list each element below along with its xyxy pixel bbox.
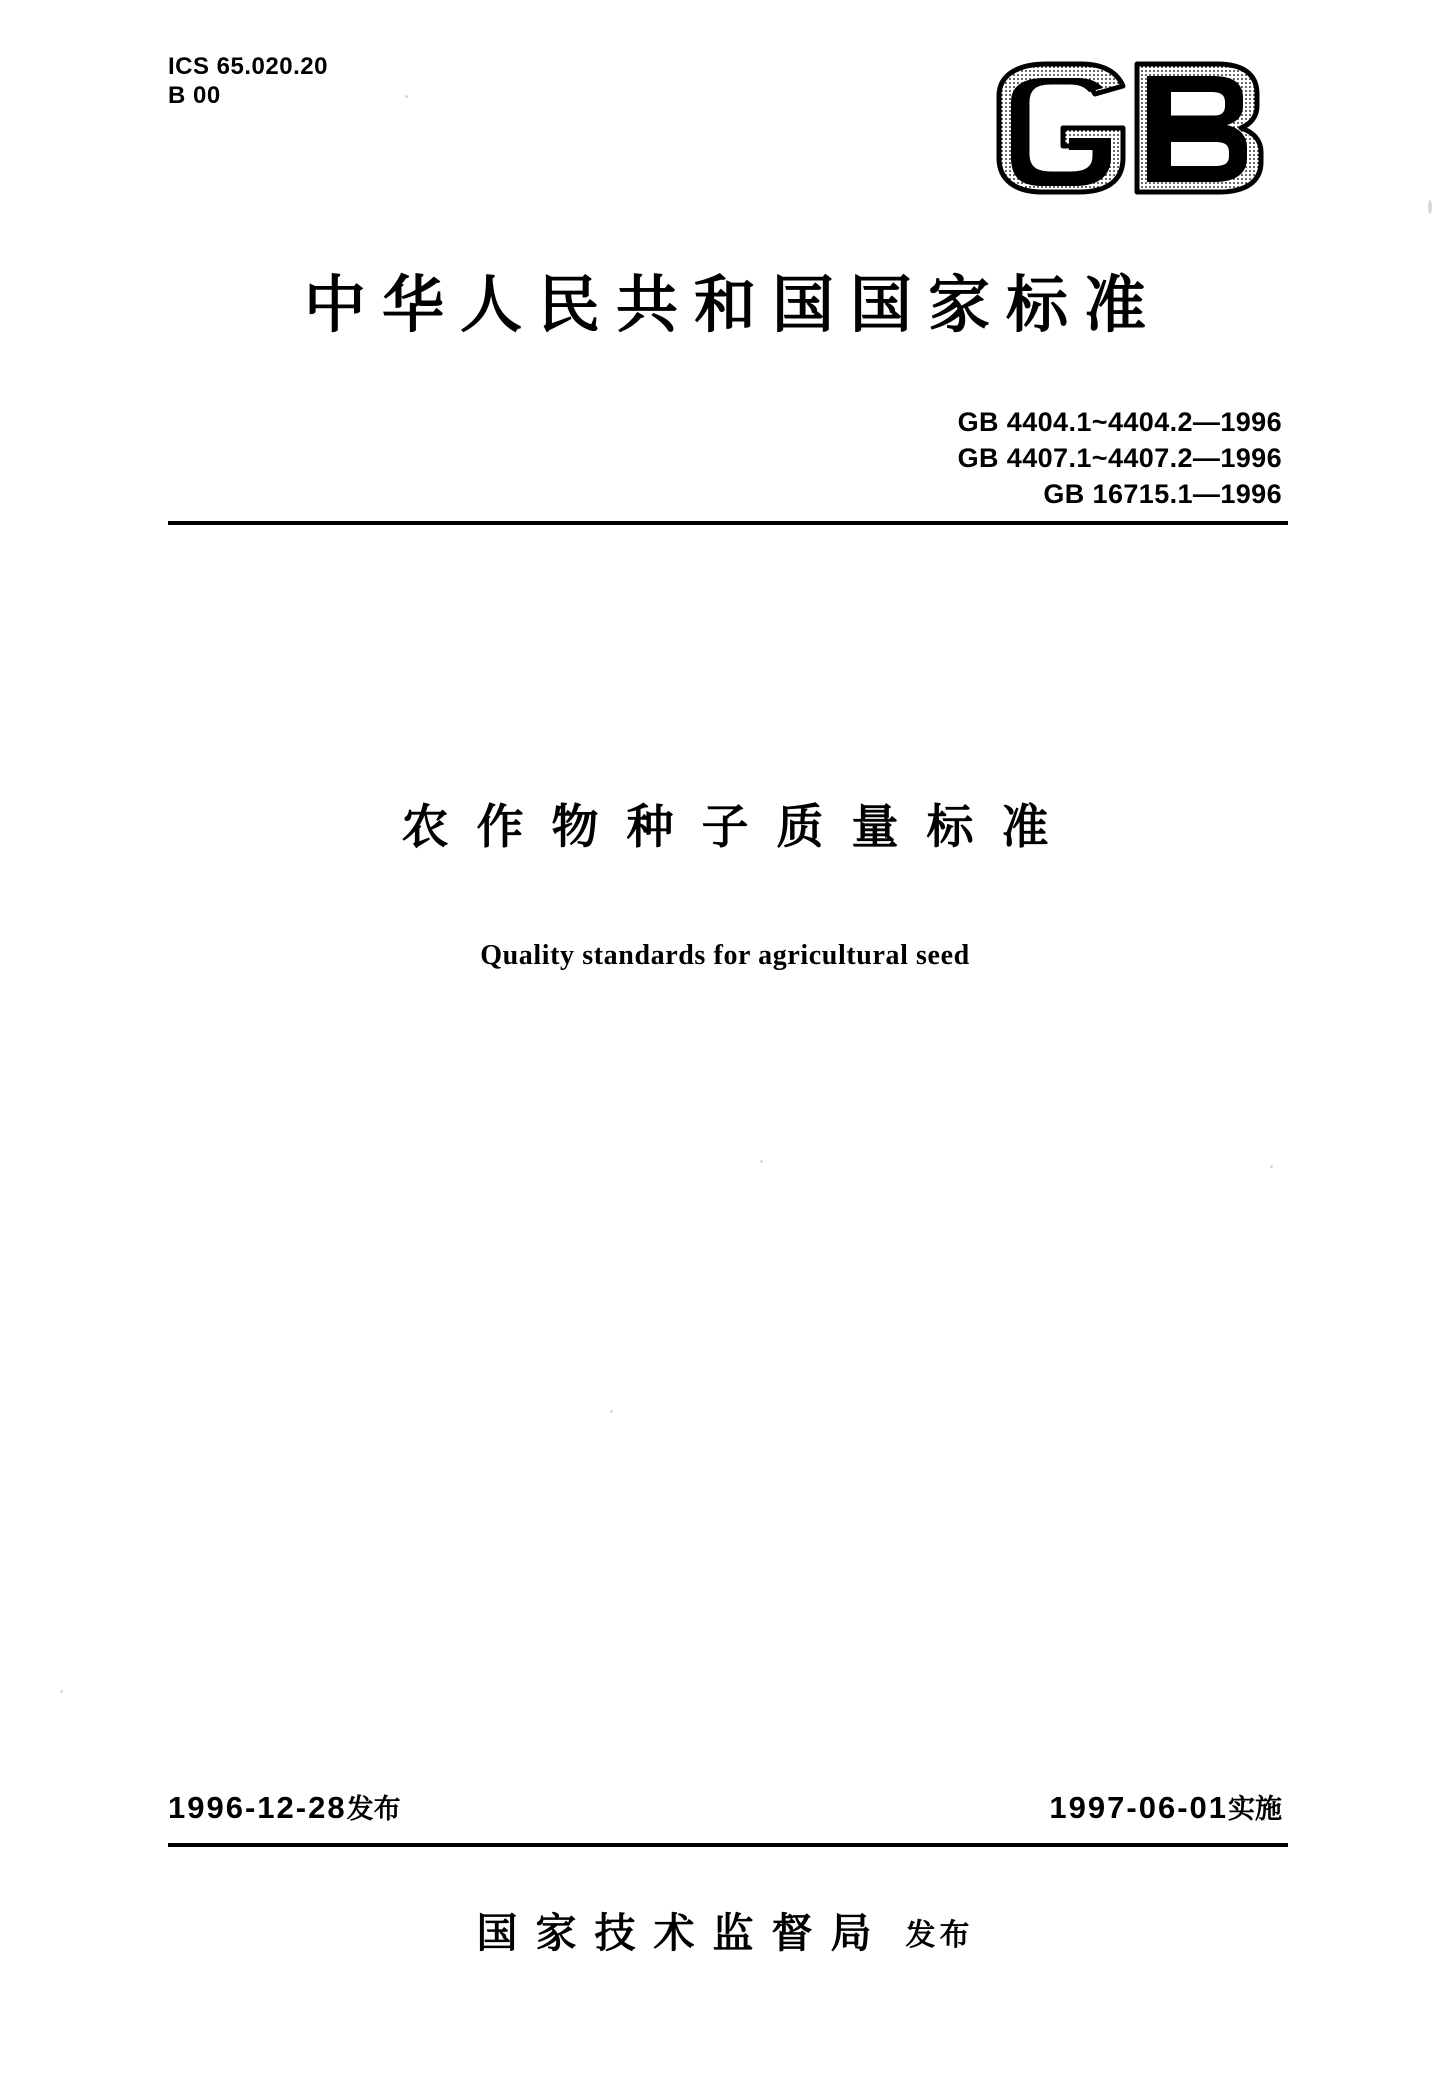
standard-number-list <box>958 405 1282 513</box>
standard-number: GB 16715.1—1996 <box>1043 478 1282 509</box>
header-divider <box>168 521 1288 525</box>
classification-code: B 00 <box>168 82 221 110</box>
ics-code: ICS 65.020.20 <box>168 53 328 80</box>
standard-number: GB 4404.1~4404.2—1996 <box>957 407 1282 437</box>
subject-title-chinese: 农作物种子质量标准 <box>401 800 1077 855</box>
scan-speckle <box>610 1410 613 1413</box>
scan-speckle <box>60 1690 63 1693</box>
scan-speckle <box>760 1160 763 1163</box>
gb-emblem-icon <box>985 58 1275 198</box>
scan-speckle <box>1428 200 1432 214</box>
effective-label: 实施 <box>1228 1794 1282 1825</box>
issue-date-block <box>168 1787 401 1826</box>
effective-date-block <box>1049 1787 1282 1826</box>
issue-label: 发布 <box>346 1794 401 1825</box>
scan-speckle <box>405 95 408 98</box>
ics-code-block <box>168 52 328 111</box>
publisher-action: 发布 <box>905 1918 974 1953</box>
publisher-name: 国家技术监督局 <box>476 1909 890 1957</box>
standard-number: GB 4407.1~4407.2—1996 <box>957 442 1282 473</box>
footer-divider <box>168 1843 1288 1847</box>
publisher-block <box>0 1900 1450 1959</box>
page-title: 中华人民共和国国家标准 <box>303 268 1162 341</box>
effective-date: 1997-06-01 <box>1049 1790 1228 1825</box>
subject-title-english: Quality standards for agricultural seed <box>480 940 970 971</box>
issue-date: 1996-12-28 <box>168 1790 347 1825</box>
scan-speckle <box>1270 1165 1273 1168</box>
